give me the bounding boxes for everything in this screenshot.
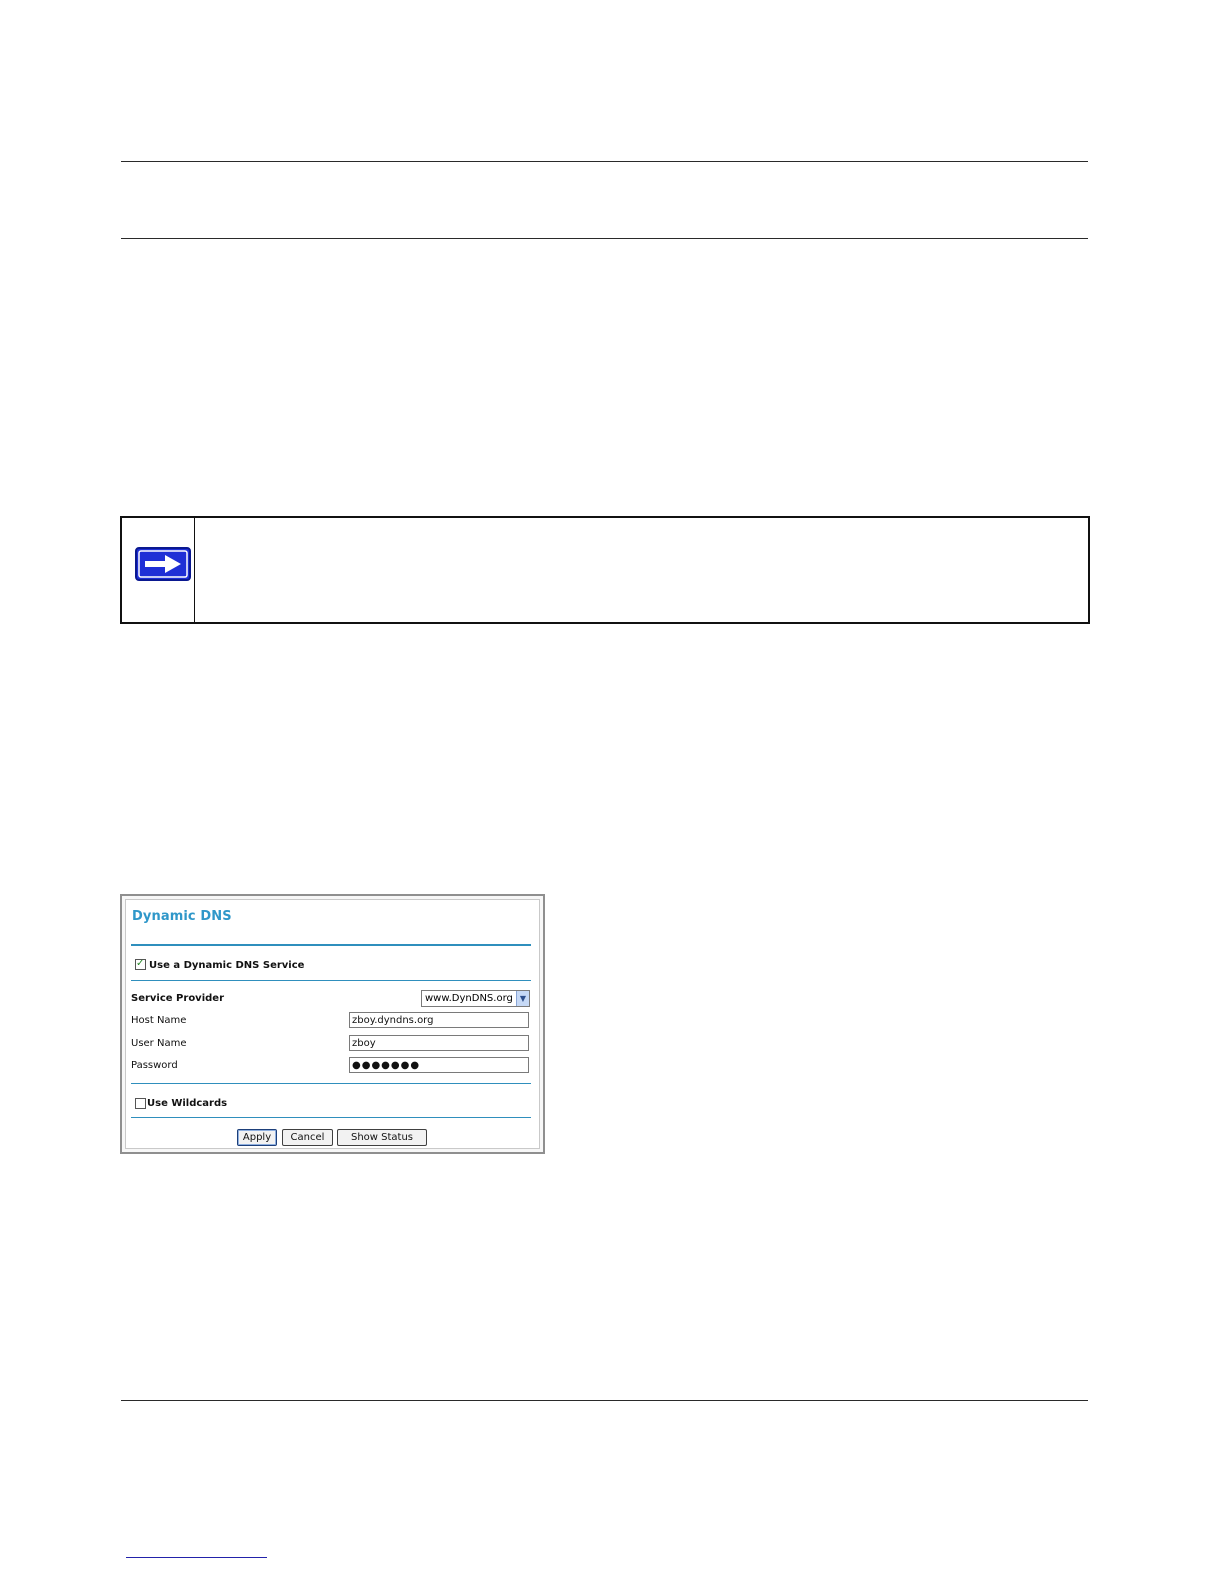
use-wildcards-label: Use Wildcards: [147, 1098, 228, 1109]
password-input[interactable]: ●●●●●●●: [349, 1057, 529, 1073]
header-rule-top: [121, 161, 1088, 162]
divider: [131, 1117, 531, 1118]
use-wildcards-checkbox[interactable]: [135, 1098, 146, 1109]
header-rule-bottom: [121, 238, 1088, 239]
arrow-right-icon: [135, 547, 191, 581]
divider: [131, 980, 531, 981]
user-name-label: User Name: [131, 1038, 187, 1049]
dynamic-dns-screenshot: [120, 894, 545, 1154]
panel-title: Dynamic DNS: [132, 909, 232, 924]
footer-rule: [121, 1400, 1088, 1401]
dynamic-dns-panel: [125, 899, 540, 1149]
user-name-input[interactable]: zboy: [349, 1035, 529, 1051]
apply-button[interactable]: Apply: [237, 1129, 277, 1146]
service-provider-label: Service Provider: [131, 993, 225, 1004]
service-provider-select[interactable]: [421, 990, 530, 1007]
use-dns-service-label: Use a Dynamic DNS Service: [149, 960, 305, 971]
use-dns-service-checkbox[interactable]: [135, 959, 146, 970]
chevron-down-icon[interactable]: ▼: [516, 991, 529, 1006]
note-divider: [194, 518, 195, 622]
host-name-input[interactable]: zboy.dyndns.org: [349, 1012, 529, 1028]
cancel-button[interactable]: Cancel: [282, 1129, 333, 1146]
show-status-button[interactable]: Show Status: [337, 1129, 427, 1146]
note-box: [120, 516, 1090, 624]
divider: [131, 944, 531, 946]
divider: [131, 1083, 531, 1084]
password-label: Password: [131, 1060, 178, 1071]
check-icon: ✓: [136, 958, 145, 969]
service-provider-value: www.DynDNS.org: [425, 993, 513, 1004]
host-name-label: Host Name: [131, 1015, 187, 1026]
footer-link-underline[interactable]: [126, 1557, 267, 1558]
